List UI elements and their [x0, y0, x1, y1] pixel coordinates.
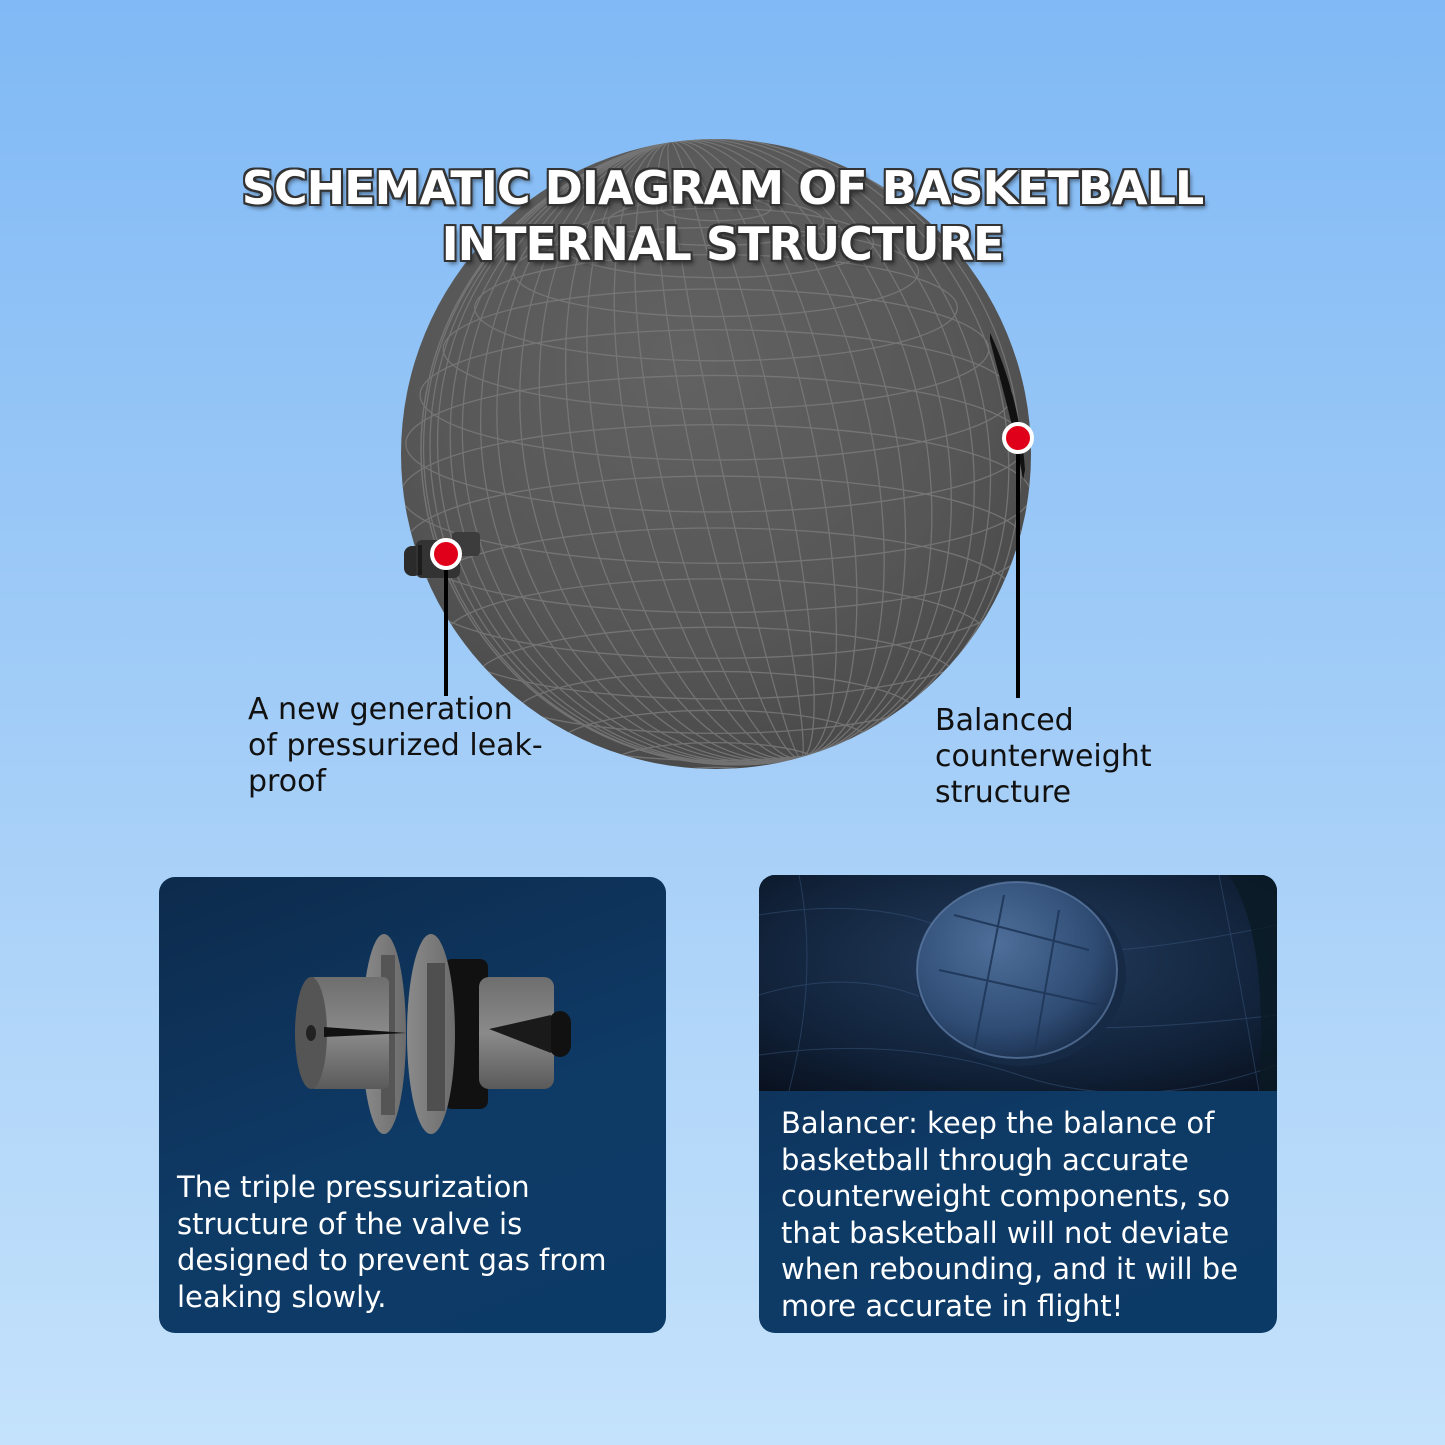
counterweight-marker — [1004, 424, 1032, 452]
counterweight-callout-label: Balanced counterweight structure — [935, 703, 1152, 810]
grid-latitude-line — [661, 767, 770, 791]
valve-marker — [432, 540, 460, 568]
title-line-1: SCHEMATIC DIAGRAM OF BASKETBALL — [241, 161, 1204, 215]
valve-callout-label: A new generation of pressurized leak-proof — [248, 692, 543, 799]
balancer-description: Balancer: keep the balance of basketball through accurate counterweight components, so that basketball will not deviate when rebounding, and it will be more accurate in flight! — [781, 1106, 1239, 1323]
valve-description: The triple pressurization structure of the valve is designed to prevent gas from leaking slowly. — [177, 1170, 607, 1314]
page-title — [0, 160, 1445, 272]
title-line-2: INTERNAL STRUCTURE — [441, 217, 1004, 271]
